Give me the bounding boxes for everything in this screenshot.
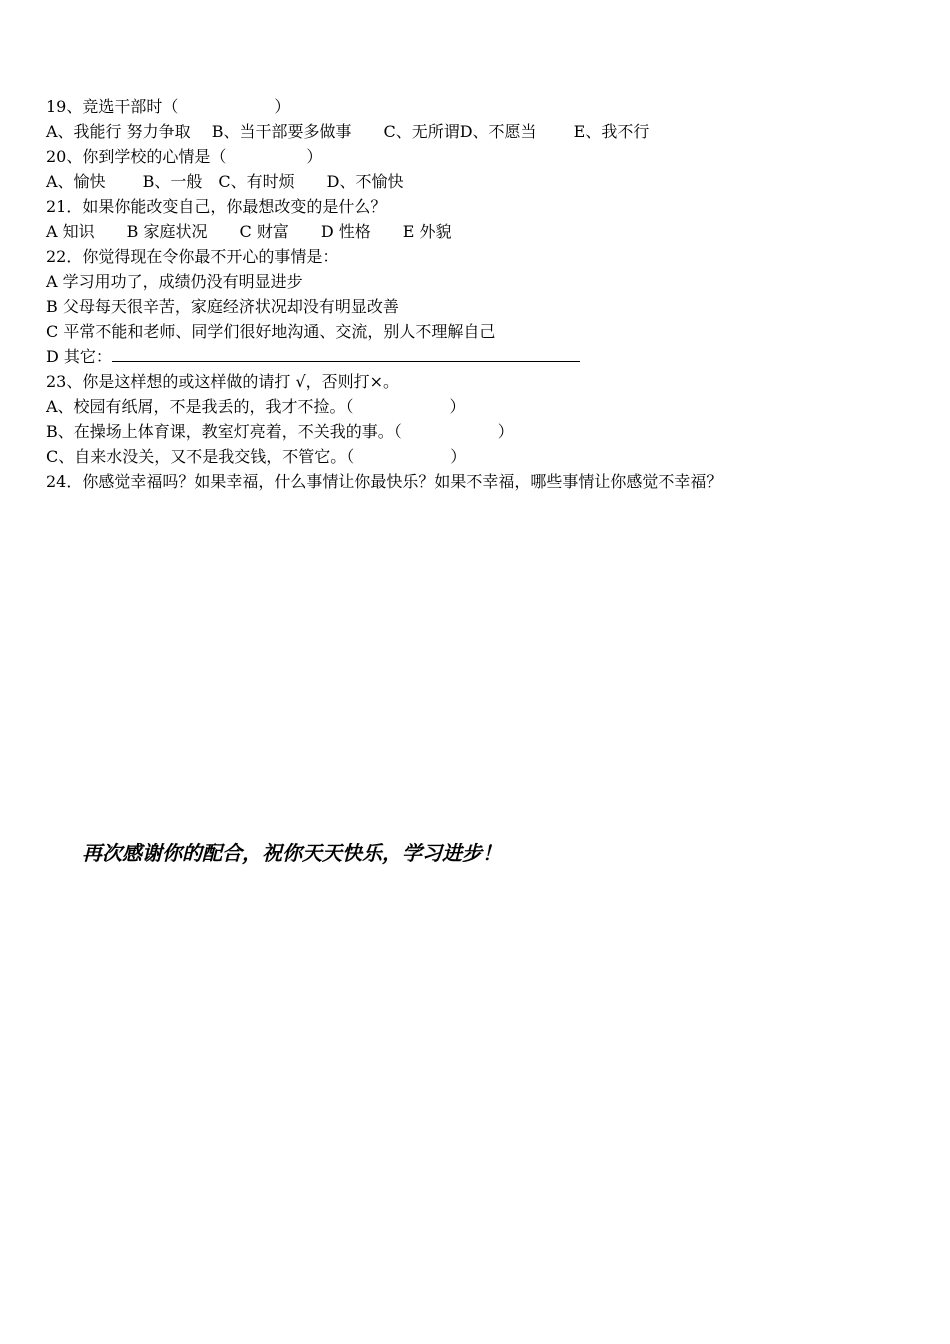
question-22-option-b: B 父母每天很辛苦，家庭经济状况却没有明显改善 bbox=[46, 297, 399, 316]
answer-blank-line[interactable] bbox=[112, 345, 580, 362]
question-20-options: A、愉快 B、一般 C、有时烦 D、不愉快 bbox=[46, 172, 404, 191]
question-23-title: 23、你是这样想的或这样做的请打 √，否则打×。 bbox=[46, 372, 400, 391]
question-22-title: 22．你觉得现在令你最不开心的事情是： bbox=[46, 247, 339, 266]
question-22-option-d-label: D 其它： bbox=[46, 347, 112, 366]
question-20-title: 20、你到学校的心情是（ ） bbox=[46, 147, 323, 166]
question-19-options: A、我能行 努力争取 B、当干部要多做事 C、无所谓D、不愿当 E、我不行 bbox=[46, 122, 650, 141]
closing-thanks: 再次感谢你的配合，祝你天天快乐，学习进步！ bbox=[82, 841, 502, 865]
question-24-title: 24．你感觉幸福吗？如果幸福，什么事情让你最快乐？如果不幸福，哪些事情让你感觉不幸福？ bbox=[46, 472, 723, 491]
question-21-options: A 知识 B 家庭状况 C 财富 D 性格 E 外貌 bbox=[46, 222, 452, 241]
question-23-item-a: A、校园有纸屑，不是我丢的，我才不捡。（ ） bbox=[46, 397, 466, 416]
question-22-option-a: A 学习用功了，成绩仍没有明显进步 bbox=[46, 272, 303, 291]
question-21-title: 21．如果你能改变自己，你最想改变的是什么？ bbox=[46, 197, 387, 216]
question-22-option-c: C 平常不能和老师、同学们很好地沟通、交流，别人不理解自己 bbox=[46, 322, 496, 341]
question-22-option-d bbox=[46, 344, 906, 369]
question-23-item-b: B、在操场上体育课，教室灯亮着，不关我的事。（ ） bbox=[46, 422, 514, 441]
questionnaire-body bbox=[46, 94, 906, 494]
question-23-item-c: C、自来水没关，又不是我交钱，不管它。（ ） bbox=[46, 447, 467, 466]
question-19-title: 19、竞选干部时（ ） bbox=[46, 97, 291, 116]
